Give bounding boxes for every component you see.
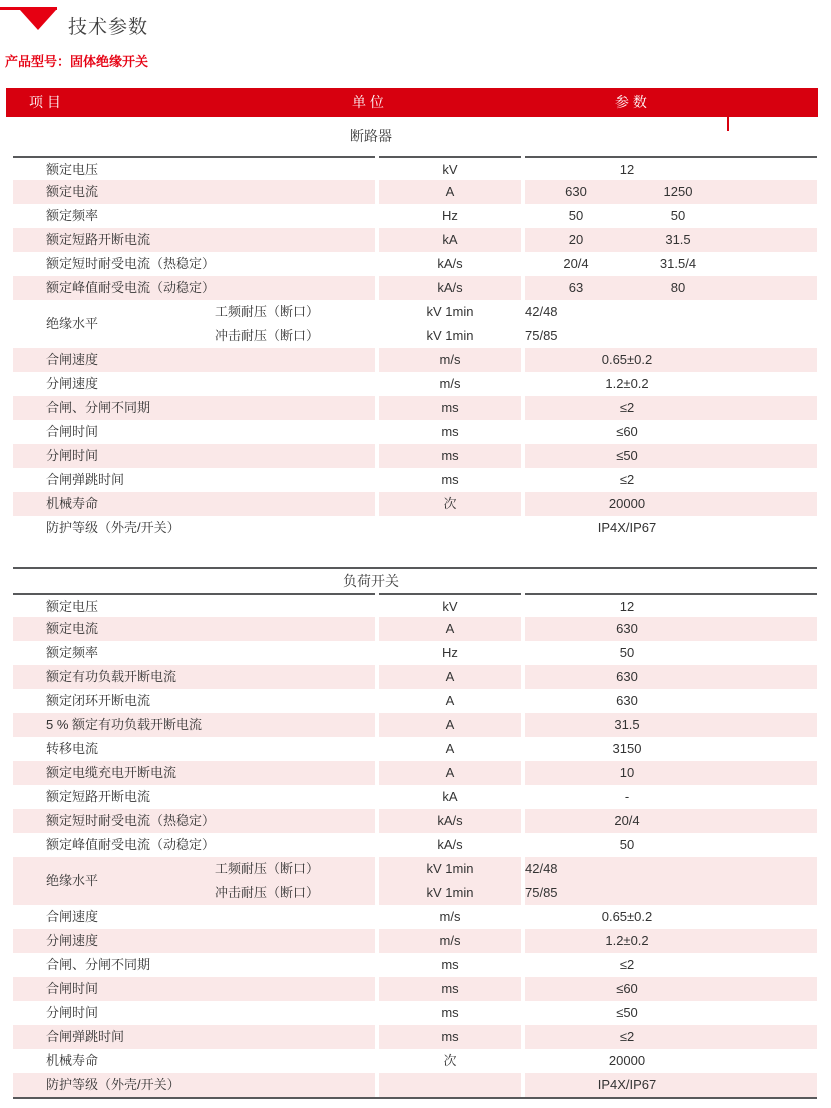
row-label-cell: 合闸弹跳时间 [46,472,125,487]
table-group-row [13,300,817,348]
row-value: ≤2 [619,400,635,415]
table-row [13,468,817,492]
row-label-cell: 额定短时耐受电流（热稳定） [13,809,375,833]
row-unit-cell [379,857,521,905]
row-value: 1.2±0.2 [605,933,649,948]
row-value: 1.2±0.2 [605,376,649,391]
row-sublabel: 工频耐压（断口） [215,861,320,876]
row-tail-cell [729,593,817,617]
table-row [13,444,817,468]
row-value-cell [525,372,729,396]
row-value-cell [525,492,729,516]
row-value: ≤60 [616,981,638,996]
row-value: IP4X/IP67 [597,520,657,535]
row-label-cell: 额定短路开断电流 [46,789,151,804]
row-unit: kV 1min [426,885,474,900]
row-unit-cell: A [379,665,521,689]
row-value: 50 [670,208,686,223]
row-tail-cell [729,444,817,468]
row-tail-cell [729,809,817,833]
row-unit-cell: kA [442,789,458,804]
row-value: 31.5 [614,717,640,732]
row-value-cell [525,204,729,228]
row-tail-cell [729,348,817,372]
row-value: 0.65±0.2 [601,909,653,924]
row-label-cell: 额定频率 [46,645,99,660]
row-label-cell: 分闸速度 [13,929,375,953]
row-unit-cell: A [379,617,521,641]
row-value-cell [525,713,729,737]
row-value-cell [525,252,729,276]
table-row [13,593,817,617]
row-value: 10 [619,765,635,780]
row-unit-cell: A [379,713,521,737]
row-tail-cell [729,300,817,348]
row-label-cell: 额定闭环开断电流 [46,693,151,708]
row-sublabel: 冲击耐压（断口） [215,885,320,900]
table-row [13,516,817,540]
triangle-down-icon [20,10,56,30]
row-tail-cell [729,276,817,300]
table-row [13,761,817,785]
table-row [13,156,817,180]
product-model-label: 产品型号： [5,54,71,69]
row-unit-cell [379,516,521,540]
row-unit-cell: kA [379,228,521,252]
row-value-cell [525,785,729,809]
row-value: 75/85 [525,885,558,900]
row-label-cell: 分闸时间 [46,1005,99,1020]
table-row [13,1049,817,1073]
row-value-cell [525,444,729,468]
row-group-label: 绝缘水平 [46,873,99,888]
table-row [13,809,817,833]
row-tail-cell [729,252,817,276]
row-value: 12 [619,599,635,614]
row-unit-cell: A [379,180,521,204]
row-tail-cell [729,953,817,977]
table-row [13,180,817,204]
row-value: 20000 [608,1053,646,1068]
row-value: 80 [670,280,686,295]
row-unit-cell: A [445,741,455,756]
row-unit-cell: 次 [443,1053,457,1068]
row-value: 630 [565,184,587,199]
row-unit-cell: kA/s [379,276,521,300]
column-header-param: 参 数 [615,94,647,110]
row-unit-cell: A [379,761,521,785]
table-row [13,905,817,929]
row-tail-cell [729,833,817,857]
row-value-cell [525,348,729,372]
row-tail-cell [729,420,817,444]
table-row [13,348,817,372]
row-unit-cell: m/s [379,929,521,953]
row-value-cell [525,180,729,204]
row-unit-cell: kA/s [437,837,463,852]
row-unit-cell: ms [441,472,459,487]
row-value: 630 [616,621,638,636]
row-value-cell [525,276,729,300]
row-tail-cell [729,180,817,204]
table-row [13,228,817,252]
row-tail-cell [729,617,817,641]
row-tail-cell [729,1049,817,1073]
row-unit-cell: m/s [439,909,461,924]
row-tail-cell [729,372,817,396]
row-value: 630 [616,669,638,684]
row-value: 75/85 [525,328,558,343]
row-value: ≤50 [616,1005,638,1020]
row-unit-cell: m/s [379,348,521,372]
row-sublabel: 工频耐压（断口） [215,304,320,319]
row-unit-cell: ms [379,1025,521,1049]
row-value-cell [525,689,729,713]
row-unit-cell: kV [379,156,521,180]
row-unit: kV 1min [426,861,474,876]
row-value-cell [525,905,729,929]
table-row [13,689,817,713]
row-unit: kV 1min [426,304,474,319]
row-value: 50 [619,645,635,660]
row-tail-cell [729,785,817,809]
row-unit-cell: Hz [442,645,458,660]
table-row [13,204,817,228]
table-row [13,1025,817,1049]
product-model-value: 固体绝缘开关 [70,54,149,69]
table-row [13,929,817,953]
row-value: 42/48 [525,861,558,876]
table-row [13,276,817,300]
row-label-cell: 防护等级（外壳/开关） [46,520,180,535]
row-unit-cell: A [445,693,455,708]
row-value: ≤2 [619,1029,635,1044]
row-unit-cell: m/s [439,376,461,391]
row-value-cell [525,300,729,348]
row-value-cell [525,156,729,180]
section-title: 负荷开关 [343,573,399,589]
page-title: 技术参数 [68,17,149,38]
section-rows [13,593,817,1099]
row-value: ≤2 [619,957,635,972]
row-tail-cell [729,156,817,180]
row-value: 63 [568,280,584,295]
column-header-item: 项 目 [29,94,61,110]
row-label-cell: 额定短路开断电流 [13,228,375,252]
row-label-cell: 额定电缆充电开断电流 [13,761,375,785]
row-tail-cell [729,396,817,420]
row-value-cell [525,809,729,833]
row-value-cell [525,1001,729,1025]
row-tail-cell [729,929,817,953]
row-label-cell: 额定频率 [46,208,99,223]
row-tail-cell [729,492,817,516]
row-tail-cell [729,761,817,785]
row-unit-cell: ms [441,1005,459,1020]
row-value: ≤2 [619,472,635,487]
row-tail-cell [729,228,817,252]
table-row [13,833,817,857]
row-label-cell: 转移电流 [46,741,99,756]
row-value: - [624,789,630,804]
table-row [13,713,817,737]
row-value-cell [525,665,729,689]
row-unit-cell: kA/s [379,809,521,833]
row-value: 1250 [663,184,693,199]
row-label-cell [13,300,375,348]
section-title: 断路器 [350,128,392,144]
row-value: 20 [568,232,584,247]
row-value: 20/4 [614,813,640,828]
row-value-cell [525,977,729,1001]
row-value-cell [525,833,729,857]
row-label-cell: 额定有功负载开断电流 [13,665,375,689]
row-value: IP4X/IP67 [597,1077,657,1092]
row-value-cell [525,641,729,665]
row-value-cell [525,1025,729,1049]
row-tail-cell [729,641,817,665]
row-value-cell [525,737,729,761]
row-value: 31.5/4 [659,256,697,271]
table-row [13,252,817,276]
row-tail-cell [729,1073,817,1097]
section-rows [13,156,817,540]
row-value-cell [525,929,729,953]
table-row [13,953,817,977]
row-label-cell: 合闸时间 [13,977,375,1001]
table-row [13,617,817,641]
row-unit: kV 1min [426,328,474,343]
row-tail-cell [729,468,817,492]
row-value-cell [525,953,729,977]
row-tail-cell [729,905,817,929]
row-label-cell: 分闸时间 [13,444,375,468]
row-label-cell: 机械寿命 [13,492,375,516]
row-label-cell: 额定电流 [13,180,375,204]
row-label-cell: 防护等级（外壳/开关） [13,1073,375,1097]
row-tail-cell [729,689,817,713]
table-row [13,977,817,1001]
row-tail-cell [729,1025,817,1049]
row-label-cell: 额定电流 [13,617,375,641]
table-row [13,1001,817,1025]
table-row [13,737,817,761]
table-row [13,1073,817,1097]
table-row [13,785,817,809]
row-value: 50 [619,837,635,852]
row-value-cell [525,1049,729,1073]
table-row [13,641,817,665]
row-tail-cell [729,737,817,761]
row-value-cell [525,761,729,785]
row-label-cell: 合闸、分闸不同期 [46,957,151,972]
row-sublabel: 冲击耐压（断口） [215,328,320,343]
row-value: 20/4 [563,256,589,271]
row-value-cell [525,593,729,617]
row-label-cell: 额定峰值耐受电流（动稳定） [13,276,375,300]
row-unit-cell [379,300,521,348]
row-value-cell [525,617,729,641]
row-tail-cell [729,857,817,905]
row-value: ≤60 [616,424,638,439]
row-tail-cell [729,204,817,228]
row-value-cell [525,468,729,492]
row-label-cell: 额定短时耐受电流（热稳定） [46,256,216,271]
column-header-unit: 单 位 [352,94,384,110]
row-tail-cell [729,1001,817,1025]
row-tail-cell [729,977,817,1001]
row-label-cell: 5 % 额定有功负载开断电流 [13,713,375,737]
row-value-cell [525,396,729,420]
row-label-cell: 分闸速度 [46,376,99,391]
table-header-bar [6,88,818,117]
row-value-cell [525,857,729,905]
row-value: 31.5 [665,232,691,247]
row-value-cell [525,228,729,252]
row-label-cell: 机械寿命 [46,1053,99,1068]
row-value: 42/48 [525,304,558,319]
row-value: 3150 [612,741,642,756]
table-group-row [13,857,817,905]
section-load-switch [13,567,817,1099]
row-unit-cell: kV [379,593,521,617]
row-value: 20000 [608,496,646,511]
row-value-cell [525,420,729,444]
row-unit-cell [379,1073,521,1097]
row-unit-cell: ms [441,424,459,439]
table-row [13,492,817,516]
table-row [13,396,817,420]
row-unit-cell: kA/s [437,256,463,271]
row-group-label: 绝缘水平 [46,316,99,331]
row-label-cell: 合闸速度 [46,909,99,924]
table-row [13,665,817,689]
row-value: ≤50 [616,448,638,463]
row-value-cell [525,1073,729,1097]
row-value: 12 [619,162,635,177]
row-tail-cell [729,665,817,689]
row-label-cell: 合闸弹跳时间 [13,1025,375,1049]
table-row [13,420,817,444]
row-label-cell: 合闸时间 [46,424,99,439]
row-value: 630 [616,693,638,708]
row-label-cell: 额定峰值耐受电流（动稳定） [46,837,216,852]
row-unit-cell: ms [441,957,459,972]
row-value: 50 [568,208,584,223]
row-tail-cell [729,713,817,737]
row-label-cell [13,857,375,905]
row-unit-cell: ms [379,396,521,420]
product-model [5,51,148,70]
row-label-cell: 合闸、分闸不同期 [13,396,375,420]
table-row [13,372,817,396]
row-value: 0.65±0.2 [601,352,653,367]
row-label-cell: 额定电压 [13,593,375,617]
row-tail-cell [729,516,817,540]
row-unit-cell: Hz [442,208,458,223]
row-unit-cell: ms [379,977,521,1001]
row-unit-cell: ms [379,444,521,468]
row-value-cell [525,516,729,540]
section-circuit-breaker [13,117,817,540]
row-label-cell: 合闸速度 [13,348,375,372]
row-unit-cell: 次 [379,492,521,516]
row-label-cell: 额定电压 [13,156,375,180]
